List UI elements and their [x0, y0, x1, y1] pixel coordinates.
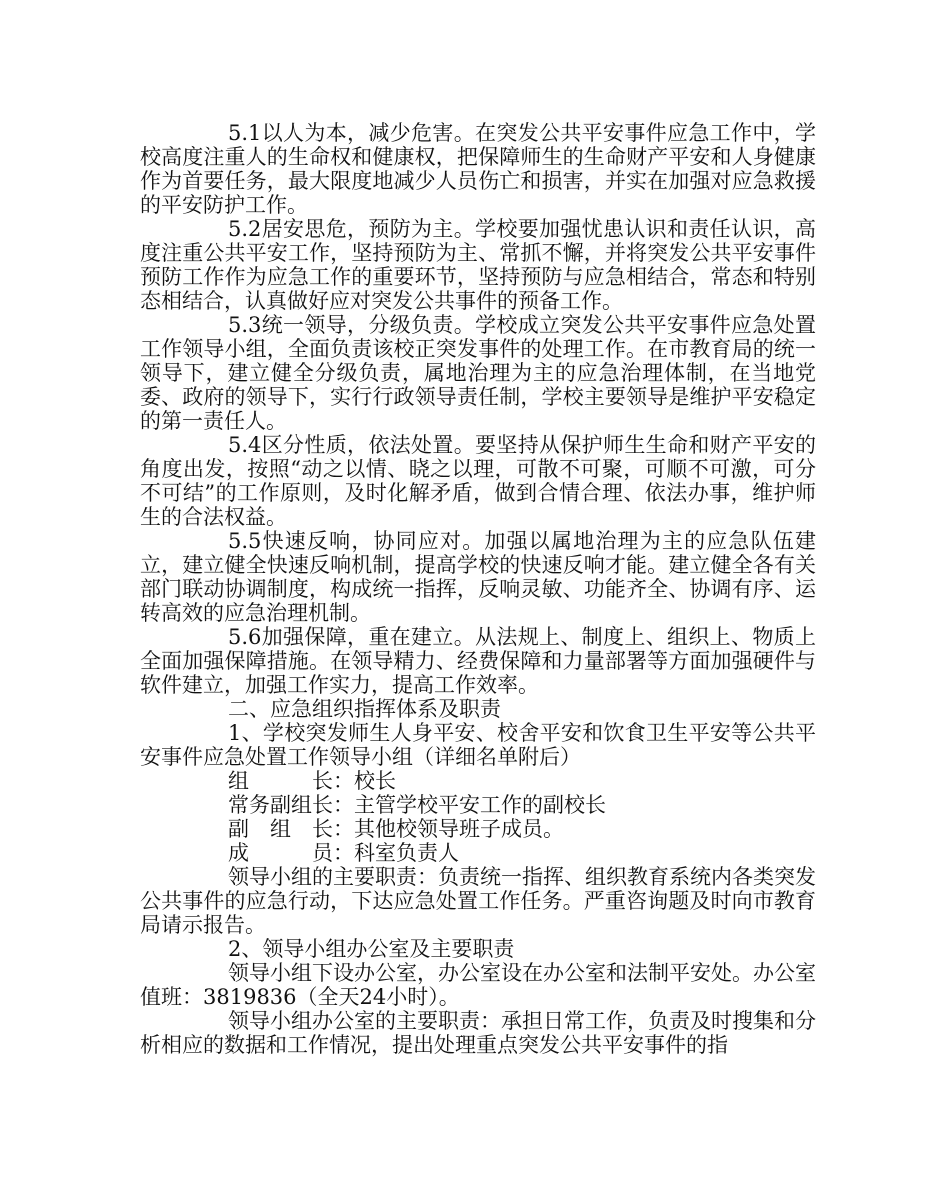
section-heading-office: 2、领导小组办公室及主要职责	[228, 937, 515, 961]
member-leader: 组 长：校长	[228, 769, 396, 793]
paragraph-office-duties: 领导小组办公室的主要职责：承担日常工作，负责及时搜集和分析相应的数据和工作情况，提出处理重点突发公共平安事件的指	[140, 1009, 816, 1057]
document-body	[140, 121, 816, 1057]
paragraph-5-5: 5.5快速反响，协同应对。加强以属地治理为主的应急队伍建立，建立健全快速反响机制，提高学校的快速反响才能。建立健全各有关部门联动协调制度，构成统一指挥，反响灵敏、功能齐全、协调有序、运转高效的应急治理机制。	[140, 529, 816, 625]
paragraph-5-2: 5.2居安思危，预防为主。学校要加强忧患认识和责任认识，高度注重公共平安工作，坚持预防为主、常抓不懈，并将突发公共平安事件预防工作作为应急工作的重要环节，坚持预防与应急相结合，常态和特别态相结合，认真做好应对突发公共事件的预备工作。	[140, 217, 816, 313]
paragraph-5-6: 5.6加强保障，重在建立。从法规上、制度上、组织上、物质上全面加强保障措施。在领导精力、经费保障和力量部署等方面加强硬件与软件建立，加强工作实力，提高工作效率。	[140, 625, 816, 697]
paragraph-5-1: 5.1以人为本，减少危害。在突发公共平安事件应急工作中，学校高度注重人的生命权和健康权，把保障师生的生命财产平安和人身健康作为首要任务，最大限度地减少人员伤亡和损害，并实在加强对应急救援的平安防护工作。	[140, 121, 816, 217]
member-members: 成 员：科室负责人	[228, 841, 459, 865]
paragraph-5-4: 5.4区分性质，依法处置。要坚持从保护师生生命和财产平安的角度出发，按照“动之以情、晓之以理，可散不可聚，可顺不可激，可分不可结”的工作原则，及时化解矛盾，做到合情合理、依法办事，维护师生的合法权益。	[140, 433, 816, 529]
paragraph-leadership-group: 1、学校突发师生人身平安、校舍平安和饮食卫生平安等公共平安事件应急处置工作领导小组（详细名单附后）	[140, 721, 816, 769]
paragraph-office-setup: 领导小组下设办公室，办公室设在办公室和法制平安处。办公室值班：3819836（全天24小时）。	[140, 961, 816, 1009]
member-executive-deputy: 常务副组长：主管学校平安工作的副校长	[228, 793, 606, 817]
paragraph-5-3: 5.3统一领导，分级负责。学校成立突发公共平安事件应急处置工作领导小组，全面负责该校正突发事件的处理工作。在市教育局的统一领导下，建立健全分级负责，属地治理为主的应急治理体制，在当地党委、政府的领导下，实行行政领导责任制，学校主要领导是维护平安稳定的第一责任人。	[140, 313, 816, 433]
member-deputy: 副 组 长：其他校领导班子成员。	[228, 817, 564, 841]
paragraph-leadership-duties: 领导小组的主要职责：负责统一指挥、组织教育系统内各类突发公共事件的应急行动，下达应急处置工作任务。严重咨询题及时向市教育局请示报告。	[140, 865, 816, 937]
section-heading-2: 二、应急组织指挥体系及职责	[228, 697, 501, 721]
